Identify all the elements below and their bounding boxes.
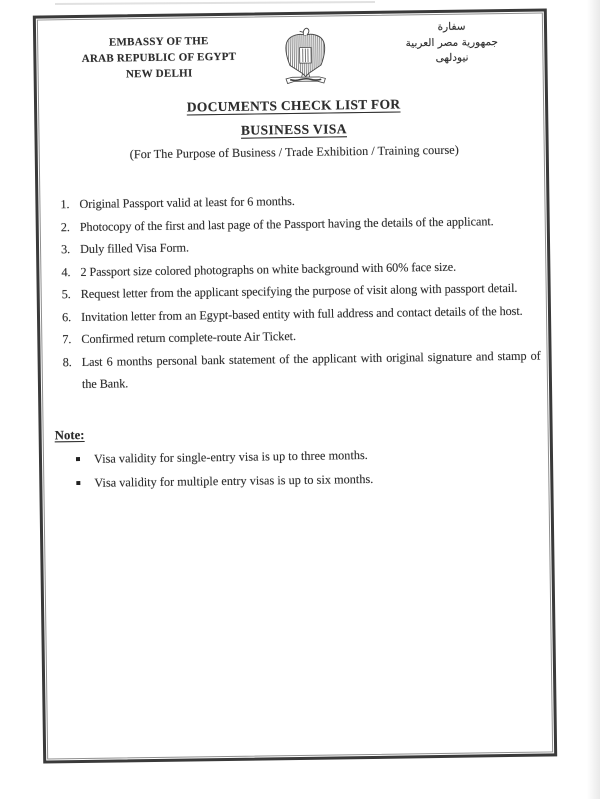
embassy-arabic-line-2: جمهورية مصر العربية xyxy=(405,35,499,49)
scan-artifact-line xyxy=(55,1,375,5)
item-number: 3. xyxy=(60,242,71,257)
note-item-text: Visa validity for multiple entry visas is up to six months. xyxy=(94,471,374,490)
item-text: Confirmed return complete-route Air Ticket. xyxy=(81,328,297,346)
item-number: 6. xyxy=(61,309,72,324)
embassy-name-english xyxy=(49,20,269,83)
item-text: Request letter from the applicant specifying the purpose of visit along with passport detail. xyxy=(80,280,518,301)
item-number: 4. xyxy=(61,264,71,279)
purpose-subtitle: (For The Purpose of Business / Trade Exhibition / Training course) xyxy=(129,142,459,162)
note-item xyxy=(76,464,542,495)
item-text: Photocopy of the first and last page of the Passport having the details of the applicant. xyxy=(79,213,494,234)
item-text: Original Passport valid at least for 6 months. xyxy=(79,193,295,211)
embassy-arabic-line-1: سفارة xyxy=(437,20,466,33)
note-item-text: Visa validity for single-entry visa is up to three months. xyxy=(93,447,368,466)
documents-checklist xyxy=(60,187,541,396)
item-number: 5. xyxy=(61,287,71,302)
embassy-line-2: ARAB REPUBLIC OF EGYPT xyxy=(81,50,237,65)
document-header xyxy=(49,17,537,88)
document-border-inner xyxy=(37,13,553,760)
note-list xyxy=(76,440,543,495)
checklist-item xyxy=(62,344,541,396)
item-number: 7. xyxy=(62,332,72,347)
embassy-name-arabic xyxy=(341,17,536,68)
document-border-frame xyxy=(33,8,557,763)
item-number: 8. xyxy=(62,354,72,369)
embassy-line-1: EMBASSY OF THE xyxy=(108,35,209,49)
document-content xyxy=(38,14,552,759)
scan-shadow xyxy=(587,0,600,799)
visa-type-title: BUSINESS VISA xyxy=(240,121,347,138)
item-text: Last 6 months personal bank statement of the applicant with original signature and stamp of the Bank. xyxy=(81,348,541,391)
item-number: 2. xyxy=(60,219,70,234)
item-text: Duly filled Visa Form. xyxy=(79,240,190,256)
item-number: 1. xyxy=(60,197,70,212)
item-text: 2 Passport size colored photographs on white background with 60% face size. xyxy=(80,259,457,279)
square-bullet-icon xyxy=(76,481,80,485)
item-text: Invitation letter from an Egypt-based entity with full address and contact details of the host. xyxy=(80,303,523,324)
note-heading: Note: xyxy=(54,427,85,442)
document-title: DOCUMENTS CHECK LIST FOR xyxy=(186,96,401,115)
embassy-line-3: NEW DELHI xyxy=(125,67,193,81)
square-bullet-icon xyxy=(76,457,80,461)
embassy-arabic-line-3: نيودلهى xyxy=(435,51,469,65)
egypt-coat-of-arms-eagle-icon xyxy=(268,19,342,84)
